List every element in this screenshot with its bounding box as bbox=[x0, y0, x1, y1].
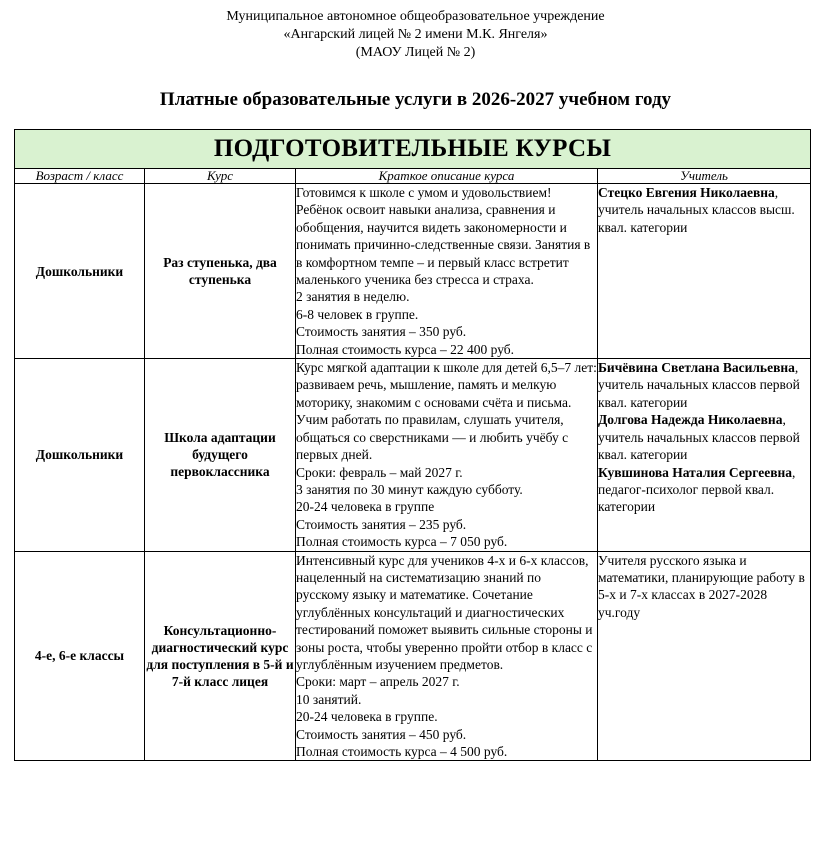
teacher-entry bbox=[598, 411, 810, 463]
table-row bbox=[15, 551, 811, 761]
description-text: Интенсивный курс для учеников 4-х и 6-х классов, нацеленный на систематизацию знаний по русскому языку и математике. Сочетание углублённых консультаций и диагностических тестирований поможет выявить сильные стороны и зоны роста, чтобы уверенно пройти отбор в класс с углублённым изучением предметов. bbox=[296, 552, 593, 672]
description-line: Стоимость занятия – 235 руб. bbox=[296, 516, 467, 532]
row-teacher bbox=[598, 184, 811, 359]
description-line: 2 занятия в неделю. bbox=[296, 289, 410, 305]
description-line: 20-24 человека в группе bbox=[296, 499, 435, 515]
description-text: Готовимся к школе с умом и удовольствием! Ребёнок освоит навыки анализа, сравнения и обобщения, научится видеть закономерности и понимать причинно-следственные связи. Занятия в в комфортном темпе – и первый класс встретит маленького ученика без стресса и страха. bbox=[296, 185, 591, 288]
teacher-name: Бичёвина Светлана Васильевна bbox=[598, 360, 795, 376]
teacher-info: , учитель начальных классов первой квал. категории bbox=[598, 412, 800, 463]
table-row bbox=[15, 184, 811, 359]
row-age: Дошкольники bbox=[15, 184, 145, 359]
row-teacher bbox=[598, 551, 811, 761]
institution-line-2: «Ангарский лицей № 2 имени М.К. Янгеля» bbox=[283, 27, 548, 42]
table-banner: ПОДГОТОВИТЕЛЬНЫЕ КУРСЫ bbox=[15, 130, 811, 169]
description-line: Полная стоимость курса – 22 400 руб. bbox=[296, 341, 515, 357]
description-line: Сроки: февраль – май 2027 г. bbox=[296, 464, 463, 480]
page-title: Платные образовательные услуги в 2026-2027 учебном году bbox=[159, 89, 672, 110]
description-line: Полная стоимость курса – 7 050 руб. bbox=[296, 534, 508, 550]
teacher-info: , учитель начальных классов высш. квал. категории bbox=[598, 185, 795, 235]
description-line: 6-8 человек в группе. bbox=[296, 306, 419, 322]
teacher-entry bbox=[598, 184, 810, 236]
row-course: Консультационно-диагностический курс для поступления в 5-й и 7-й класс лицея bbox=[145, 551, 296, 761]
teacher-info: , учитель начальных классов первой квал. категории bbox=[598, 360, 800, 410]
teacher-entry bbox=[598, 359, 810, 411]
column-header-course: Курс bbox=[145, 169, 296, 184]
row-teacher bbox=[598, 359, 811, 551]
teacher-name: Стецко Евгения Николаевна bbox=[598, 185, 775, 200]
description-text: Курс мягкой адаптации к школе для детей 6,5–7 лет: развиваем речь, мышление, память и мелкую моторику, знакомим с основами счёта и письма. Учим работать по правилам, слушать учителя, общаться со сверстниками — и любить учёбу с первых дней. bbox=[296, 360, 597, 463]
column-header-teacher: Учитель bbox=[598, 169, 811, 184]
description-line: Сроки: март – апрель 2027 г. bbox=[296, 674, 460, 690]
teacher-info: , педагог-психолог первой квал. категории bbox=[598, 464, 796, 515]
courses-table bbox=[14, 129, 811, 761]
description-line: 3 занятия по 30 минут каждую субботу. bbox=[296, 481, 523, 497]
row-age: 4-е, 6-е классы bbox=[15, 551, 145, 761]
row-course: Раз ступенька, два ступенька bbox=[145, 184, 296, 359]
row-description bbox=[296, 551, 598, 761]
column-header-age: Возраст / класс bbox=[15, 169, 145, 184]
row-age: Дошкольники bbox=[15, 359, 145, 551]
teacher-text: Учителя русского языка и математики, планирующие работу в 5-х и 7-х классах в 2027-2028 уч.году bbox=[598, 552, 805, 620]
description-line: Полная стоимость курса – 4 500 руб. bbox=[296, 744, 508, 759]
teacher-name: Кувшинова Наталия Сергеевна bbox=[598, 464, 793, 480]
row-description bbox=[296, 359, 598, 551]
description-line: Стоимость занятия – 450 руб. bbox=[296, 726, 467, 742]
description-line: 10 занятий. bbox=[296, 691, 362, 707]
column-headers bbox=[15, 169, 811, 184]
institution-line-3: (МАОУ Лицей № 2) bbox=[355, 45, 476, 60]
description-line: Стоимость занятия – 350 руб. bbox=[296, 324, 467, 340]
teacher-entry bbox=[598, 464, 810, 516]
row-course: Школа адаптации будущего первоклассника bbox=[145, 359, 296, 551]
row-description bbox=[296, 184, 598, 359]
description-line: 20-24 человека в группе. bbox=[296, 709, 438, 725]
column-header-description: Краткое описание курса bbox=[296, 169, 598, 184]
teacher-name: Долгова Надежда Николаевна bbox=[598, 412, 783, 428]
institution-line-1: Муниципальное автономное общеобразовательное учреждение bbox=[226, 9, 605, 24]
institution-header bbox=[0, 8, 831, 62]
table-row bbox=[15, 359, 811, 551]
